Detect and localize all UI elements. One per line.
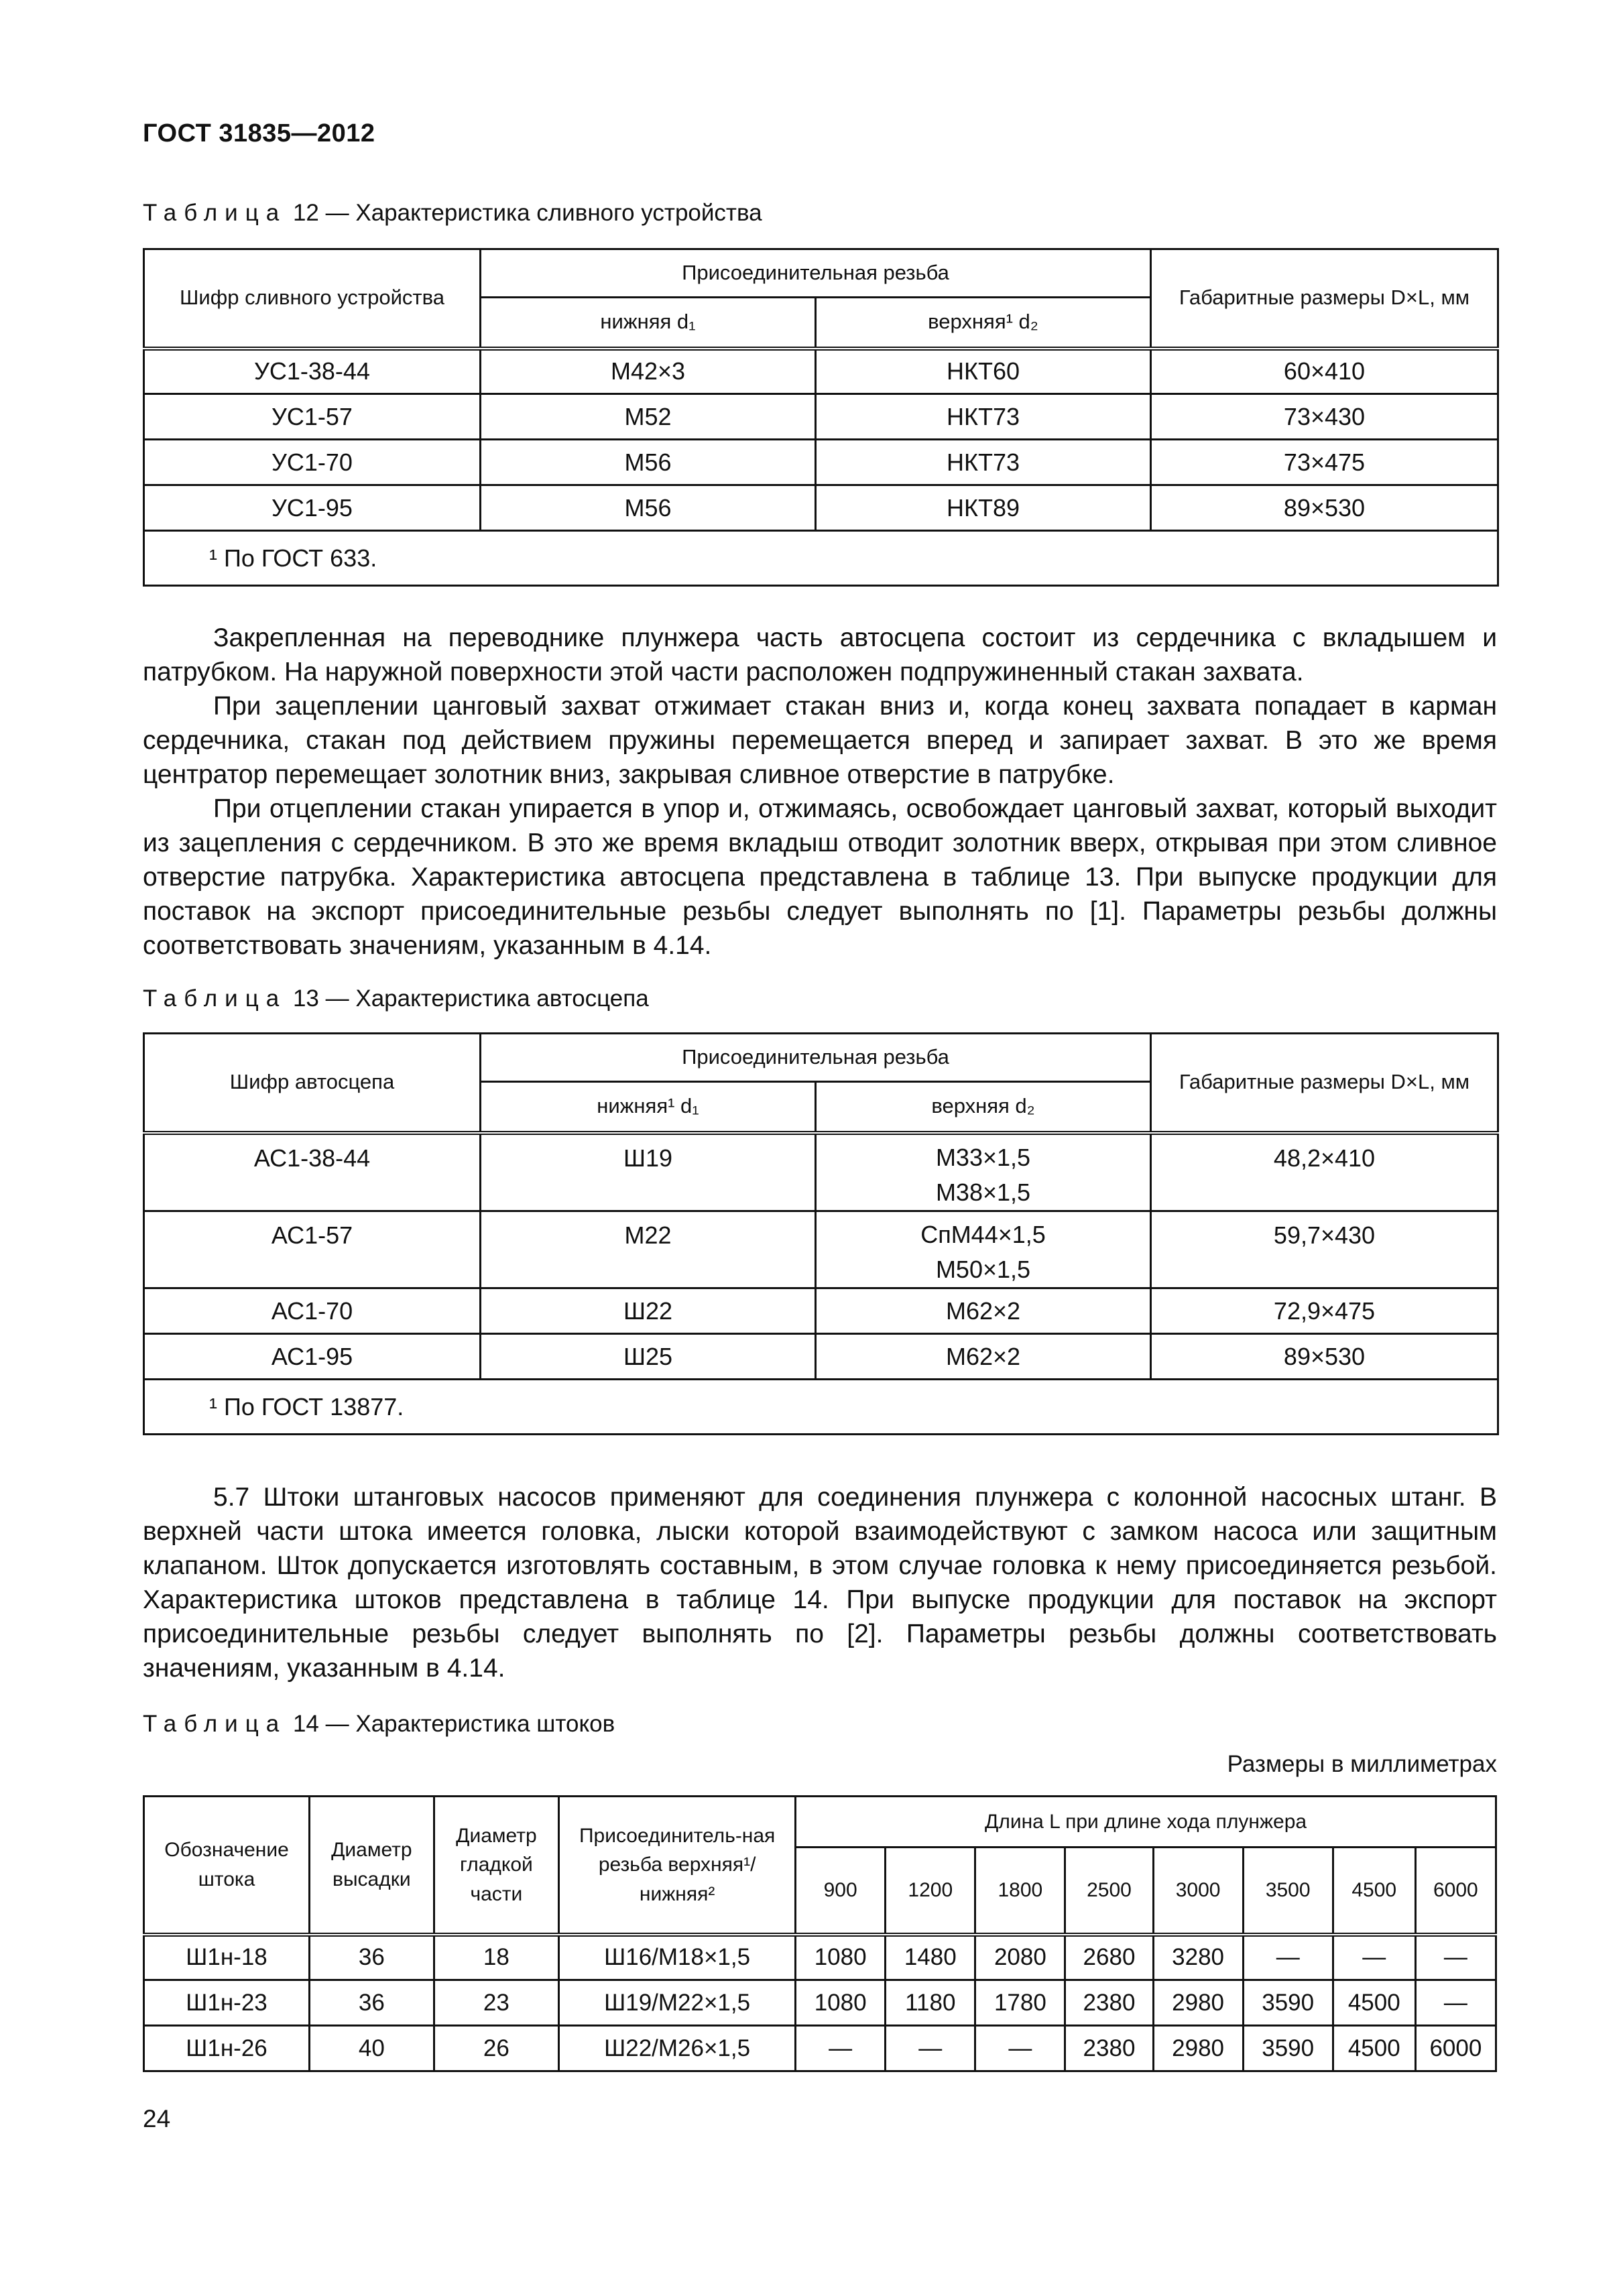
cell: НКТ89 — [816, 485, 1151, 531]
body-text-block-2 — [143, 1480, 1497, 1685]
stroke-header: 3000 — [1153, 1848, 1243, 1935]
cell: 3590 — [1243, 1980, 1333, 2026]
paragraph: При зацеплении цанговый захват отжимает стакан вниз и, когда конец захвата попадает в карман сердечника, стакан под действием пружины перемещается вперед и запирает захват. В это же время центратор перемещает золотник вниз, закрывая сливное отверстие в патрубке. — [143, 692, 1497, 789]
cell: М52 — [481, 394, 816, 440]
paragraph: 5.7 Штоки штанговых насосов применяют для соединения плунжера с колонной насосных штанг. В верхней части штока имеется головка, лыски которой взаимодействуют с замком насоса или защитным клапаном. Шток допускается изготовлять составным, в этом случае головка к нему присоединяется резьбой. Характеристика штоков представлена в таблице 14. При выпуске продукции для поставок на экспорт присоединительные резьбы следует выполнять по [2]. Параметры резьбы должны соответствовать значениям, указанным в 4.14. — [143, 1483, 1497, 1683]
cell: М62×2 — [816, 1334, 1151, 1380]
stroke-header: 6000 — [1415, 1848, 1496, 1935]
cell — [816, 1211, 1151, 1288]
cell-line: СпМ44×1,5 — [920, 1220, 1046, 1248]
table13 — [143, 1032, 1499, 1435]
cell: 36 — [310, 1980, 434, 2026]
table-row — [144, 394, 1498, 440]
cell: 2680 — [1065, 1935, 1153, 1980]
cell: Ш1н-26 — [144, 2026, 310, 2071]
table13-header-code: Шифр автосцепа — [144, 1034, 481, 1133]
table12-header-lower: нижняя d₁ — [481, 298, 816, 349]
table13-header-dims: Габаритные размеры D×L, мм — [1151, 1034, 1498, 1133]
cell: — — [1415, 1980, 1496, 2026]
cell: 1080 — [796, 1980, 886, 2026]
cell: Ш19/М22×1,5 — [559, 1980, 796, 2026]
table14-header-thread: Присоединитель-ная резьба верхняя¹/нижняя² — [559, 1797, 796, 1935]
table14-header-upset: Диаметр высадки — [310, 1797, 434, 1935]
cell: 40 — [310, 2026, 434, 2071]
cell: Ш25 — [481, 1334, 816, 1380]
cell: 1080 — [796, 1935, 886, 1980]
cell: 89×530 — [1151, 485, 1498, 531]
stroke-header: 900 — [796, 1848, 886, 1935]
table12-header-dims: Габаритные размеры D×L, мм — [1151, 249, 1498, 349]
cell-line: М33×1,5 — [935, 1143, 1031, 1171]
cell: Ш16/М18×1,5 — [559, 1935, 796, 1980]
cell: 23 — [434, 1980, 559, 2026]
cell: 59,7×430 — [1151, 1211, 1498, 1288]
table14-header-length: Длина L при длине хода плунжера — [796, 1797, 1496, 1848]
page-number: 24 — [143, 2105, 171, 2132]
cell: — — [975, 2026, 1065, 2071]
cell: НКТ73 — [816, 394, 1151, 440]
cell: Ш22 — [481, 1288, 816, 1334]
table-row — [144, 1133, 1498, 1211]
table-row — [144, 485, 1498, 531]
cell: 2080 — [975, 1935, 1065, 1980]
cell: 6000 — [1415, 2026, 1496, 2071]
cell: Ш22/М26×1,5 — [559, 2026, 796, 2071]
stroke-header: 4500 — [1333, 1848, 1415, 1935]
caption-label: Таблица — [143, 200, 287, 226]
cell: 2980 — [1153, 1980, 1243, 2026]
paragraph: Закрепленная на переводнике плунжера часть автосцепа состоит из сердечника с вкладышем и патрубком. На наружной поверхности этой части расположен подпружиненный стакан захвата. — [143, 623, 1497, 686]
paragraph: При отцеплении стакан упирается в упор и, отжимаясь, освобождает цанговый захват, который выходит из зацепления с сердечником. В это же время вкладыш отводит золотник вверх, открывая при этом сливное отверстие патрубка. Характеристика автосцепа представлена в таблице 13. При выпуске продукции для поставок на экспорт присоединительные резьбы следует выполнять по [1]. Параметры резьбы должны соответствовать значениям, указанным в 4.14. — [143, 794, 1497, 960]
cell: УС1-70 — [144, 440, 481, 485]
cell: НКТ60 — [816, 349, 1151, 394]
cell: 3280 — [1153, 1935, 1243, 1980]
stroke-header: 1200 — [886, 1848, 975, 1935]
cell: Ш1н-23 — [144, 1980, 310, 2026]
table13-caption — [143, 985, 649, 1012]
cell: 2380 — [1065, 1980, 1153, 2026]
document-header: ГОСТ 31835—2012 — [143, 119, 375, 147]
cell: 2980 — [1153, 2026, 1243, 2071]
table14-units-note: Размеры в миллиметрах — [1227, 1751, 1497, 1777]
cell: 60×410 — [1151, 349, 1498, 394]
table-row — [144, 1211, 1498, 1288]
cell: 1780 — [975, 1980, 1065, 2026]
cell: НКТ73 — [816, 440, 1151, 485]
table14-header-name: Обозначение штока — [144, 1797, 310, 1935]
table13-header-lower: нижняя¹ d₁ — [481, 1082, 816, 1133]
table13-footnote: ¹ По ГОСТ 13877. — [144, 1380, 1498, 1435]
cell: 4500 — [1333, 1980, 1415, 2026]
table-row — [144, 349, 1498, 394]
cell: 1480 — [886, 1935, 975, 1980]
table12-header-code: Шифр сливного устройства — [144, 249, 481, 349]
cell: 3590 — [1243, 2026, 1333, 2071]
cell: 73×430 — [1151, 394, 1498, 440]
table13-header-thread: Присоединительная резьба — [481, 1034, 1151, 1082]
cell: М56 — [481, 440, 816, 485]
cell: М56 — [481, 485, 816, 531]
table12-header-thread: Присоединительная резьба — [481, 249, 1151, 298]
caption-title: 12 — Характеристика сливного устройства — [292, 200, 762, 226]
cell: 36 — [310, 1935, 434, 1980]
table-row — [144, 1288, 1498, 1334]
cell: — — [1333, 1935, 1415, 1980]
table-row — [144, 1980, 1496, 2026]
table13-header-upper: верхняя d₂ — [816, 1082, 1151, 1133]
caption-label: Таблица — [143, 985, 287, 1012]
table12-footnote: ¹ По ГОСТ 633. — [144, 531, 1498, 586]
stroke-header: 3500 — [1243, 1848, 1333, 1935]
cell — [816, 1133, 1151, 1211]
cell-line: М38×1,5 — [935, 1178, 1031, 1206]
table-row — [144, 1935, 1496, 1980]
cell: Ш19 — [481, 1133, 816, 1211]
cell: — — [1243, 1935, 1333, 1980]
cell: АС1-70 — [144, 1288, 481, 1334]
cell: 72,9×475 — [1151, 1288, 1498, 1334]
cell: АС1-57 — [144, 1211, 481, 1288]
cell: — — [886, 2026, 975, 2071]
cell: АС1-95 — [144, 1334, 481, 1380]
body-text-block-1 — [143, 621, 1497, 963]
table14-header-smooth: Диаметр гладкой части — [434, 1797, 559, 1935]
cell: 4500 — [1333, 2026, 1415, 2071]
cell: 48,2×410 — [1151, 1133, 1498, 1211]
table-row — [144, 440, 1498, 485]
cell: 89×530 — [1151, 1334, 1498, 1380]
cell: 18 — [434, 1935, 559, 1980]
cell: — — [1415, 1935, 1496, 1980]
cell: 2380 — [1065, 2026, 1153, 2071]
cell: УС1-57 — [144, 394, 481, 440]
cell-line: М50×1,5 — [935, 1256, 1031, 1284]
table12 — [143, 248, 1499, 587]
stroke-header: 1800 — [975, 1848, 1065, 1935]
table12-caption — [143, 200, 762, 227]
cell: 1180 — [886, 1980, 975, 2026]
cell: Ш1н-18 — [144, 1935, 310, 1980]
cell: М22 — [481, 1211, 816, 1288]
table14 — [143, 1795, 1497, 2072]
cell: 26 — [434, 2026, 559, 2071]
cell: 73×475 — [1151, 440, 1498, 485]
table14-caption — [143, 1711, 615, 1738]
cell: М62×2 — [816, 1288, 1151, 1334]
cell: АС1-38-44 — [144, 1133, 481, 1211]
caption-title: 14 — Характеристика штоков — [292, 1711, 615, 1737]
stroke-header: 2500 — [1065, 1848, 1153, 1935]
table-row — [144, 2026, 1496, 2071]
cell: М42×3 — [481, 349, 816, 394]
table12-header-upper: верхняя¹ d₂ — [816, 298, 1151, 349]
caption-title: 13 — Характеристика автосцепа — [292, 985, 649, 1012]
table-row — [144, 1334, 1498, 1380]
cell: — — [796, 2026, 886, 2071]
caption-label: Таблица — [143, 1711, 287, 1737]
cell: УС1-38-44 — [144, 349, 481, 394]
cell: УС1-95 — [144, 485, 481, 531]
